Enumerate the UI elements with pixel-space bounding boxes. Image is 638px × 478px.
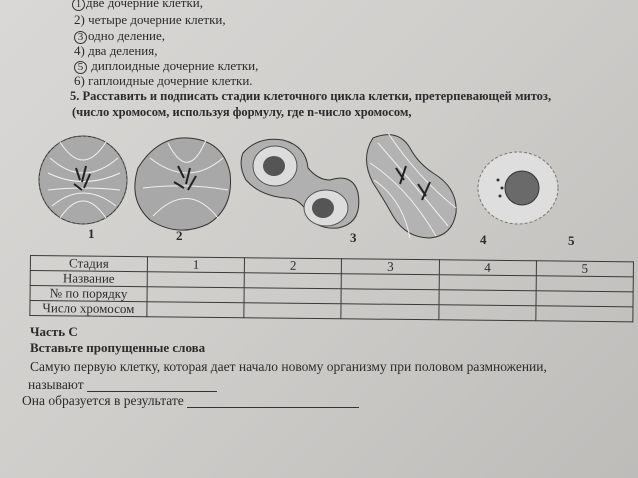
answer-blank-2[interactable]	[187, 395, 359, 408]
figure-label-1: 1	[88, 226, 95, 241]
figure-label-2: 2	[176, 228, 183, 243]
circle-mark: 3	[74, 31, 87, 44]
row-header: № по порядку	[30, 286, 147, 302]
table-cell[interactable]	[536, 306, 633, 322]
row-header: Число хромосом	[30, 301, 147, 317]
option-4: 4) два деления,	[74, 43, 158, 58]
cell-2-drawing	[135, 138, 231, 230]
table-cell[interactable]	[439, 275, 536, 291]
table-cell[interactable]	[342, 274, 439, 290]
option-1: 1 две дочерние клетки,	[72, 0, 203, 11]
table-cell[interactable]	[341, 289, 438, 305]
circle-mark: 1	[72, 0, 85, 11]
column-header: 5	[536, 261, 633, 277]
cell-3-drawing	[241, 139, 359, 228]
table-cell[interactable]	[147, 302, 244, 318]
column-header: 1	[147, 257, 244, 273]
figure-label-3: 3	[350, 230, 357, 245]
table-cell[interactable]	[438, 305, 535, 321]
cell-1-drawing	[39, 136, 127, 224]
column-header: 2	[245, 258, 342, 274]
cell-4-drawing	[367, 133, 457, 238]
column-header: 3	[342, 259, 439, 275]
table-cell[interactable]	[341, 304, 438, 320]
row-header: Название	[30, 271, 147, 287]
stages-table	[29, 255, 634, 322]
circle-mark: 5	[74, 61, 87, 74]
table-cell[interactable]	[147, 287, 244, 303]
row-header: Стадия	[30, 256, 147, 272]
figure-label-5: 5	[568, 233, 575, 248]
option-2: 2) четыре дочерние клетки,	[74, 12, 226, 27]
part-c-title: Часть С	[30, 324, 78, 339]
part-c-sentence1b: называют	[28, 377, 217, 392]
part-c-sentence2: Она образуется в результате	[22, 393, 359, 408]
figure-label-4: 4	[480, 232, 487, 247]
task5-line2: (число хромосом, используя формулу, где n-число хромосом,	[72, 105, 412, 119]
option-6: 6) гаплоидные дочерние клетки.	[74, 73, 253, 88]
cell-5-drawing	[478, 152, 558, 224]
part-c-subtitle: Вставьте пропущенные слова	[30, 340, 206, 355]
option-3: 3 одно деление,	[74, 28, 165, 44]
table-cell[interactable]	[147, 272, 244, 288]
table-cell[interactable]	[536, 291, 633, 307]
table-cell[interactable]	[244, 288, 341, 304]
option-5: 5 диплоидные дочерние клетки,	[74, 58, 258, 74]
table-cell[interactable]	[536, 276, 633, 292]
table-cell[interactable]	[244, 273, 341, 289]
column-header: 4	[439, 260, 536, 276]
task5-line1: 5. Расставить и подписать стадии клеточного цикла клетки, претерпевающей митоз,	[70, 89, 552, 103]
part-c-sentence1: Самую первую клетку, которая дает начало новому организму при половом размножении,	[30, 359, 547, 374]
answer-blank-1[interactable]	[87, 379, 217, 392]
mitosis-figures	[38, 128, 608, 246]
table-cell[interactable]	[244, 303, 341, 319]
table-cell[interactable]	[439, 290, 536, 306]
